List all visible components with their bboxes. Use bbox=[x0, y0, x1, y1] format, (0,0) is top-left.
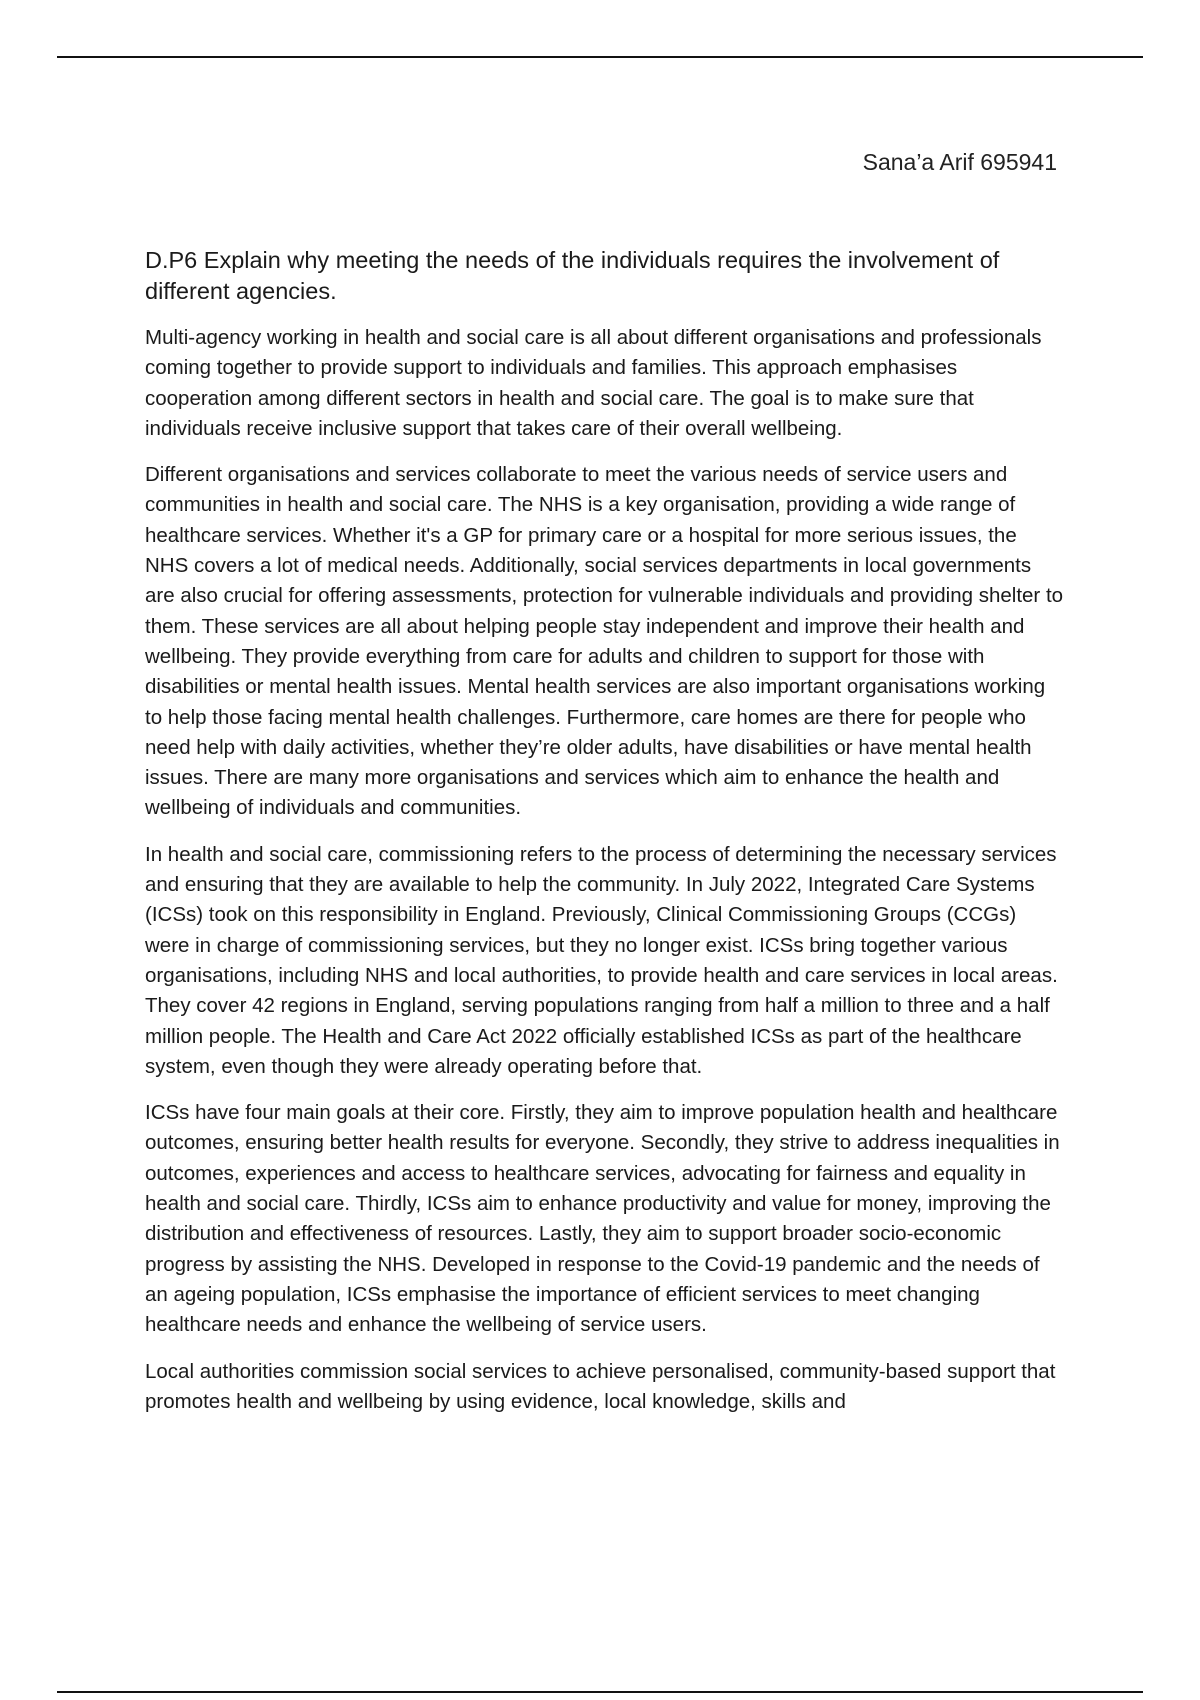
document-body bbox=[145, 245, 1065, 1433]
question-heading: D.P6 Explain why meeting the needs of the individuals requires the involvement of different agencies. bbox=[145, 247, 1000, 304]
paragraph: Multi-agency working in health and social care is all about different organisations and professionals coming together to provide support to individuals and families. This approach emphasises cooperation among different sectors in health and social care. The goal is to make sure that individuals receive inclusive support that takes care of their overall wellbeing. bbox=[145, 326, 1042, 440]
paragraph: In health and social care, commissioning refers to the process of determining the necessary services and ensuring that they are available to help the community. In July 2022, Integrated Care Systems (ICSs) took on this responsibility in England. Previously, Clinical Commissioning Groups (CCGs) were in charge of commissioning services, but they no longer exist. ICSs bring together various organisations, including NHS and local authorities, to provide health and care services in local areas. They cover 42 regions in England, serving populations ranging from half a million to three and a half million people. The Health and Care Act 2022 officially established ICSs as part of the healthcare system, even though they were already operating before that. bbox=[145, 842, 1058, 1078]
header-rule bbox=[57, 56, 1143, 58]
paragraph: Local authorities commission social services to achieve personalised, community-based support that promotes health and wellbeing by using evidence, local knowledge, skills and bbox=[145, 1359, 1056, 1413]
footer-rule bbox=[57, 1691, 1143, 1693]
author-name-id: Sana’a Arif 695941 bbox=[862, 149, 1057, 175]
paragraph: Different organisations and services collaborate to meet the various needs of service users and communities in health and social care. The NHS is a key organisation, providing a wide range of healthcare services. Whether it's a GP for primary care or a hospital for more serious issues, the NHS covers a lot of medical needs. Additionally, social services departments in local governments are also crucial for offering assessments, protection for vulnerable individuals and providing shelter to them. These services are all about helping people stay independent and improve their health and wellbeing. They provide everything from care for adults and children to support for those with disabilities or mental health issues. Mental health services are also important organisations working to help those facing mental health challenges. Furthermore, care homes are there for people who need help with daily activities, whether they’re older adults, have disabilities or have mental health issues. There are many more organisations and services which aim to enhance the health and wellbeing of individuals and communities. bbox=[145, 463, 1064, 820]
paragraph: ICSs have four main goals at their core. Firstly, they aim to improve population health and healthcare outcomes, ensuring better health results for everyone. Secondly, they strive to address inequalities in outcomes, experiences and access to healthcare services, advocating for fairness and equality in health and social care. Thirdly, ICSs aim to enhance productivity and value for money, improving the distribution and effectiveness of resources. Lastly, they aim to support broader socio-economic progress by assisting the NHS. Developed in response to the Covid-19 pandemic and the needs of an ageing population, ICSs emphasise the importance of efficient services to meet changing healthcare needs and enhance the wellbeing of service users. bbox=[145, 1101, 1060, 1337]
